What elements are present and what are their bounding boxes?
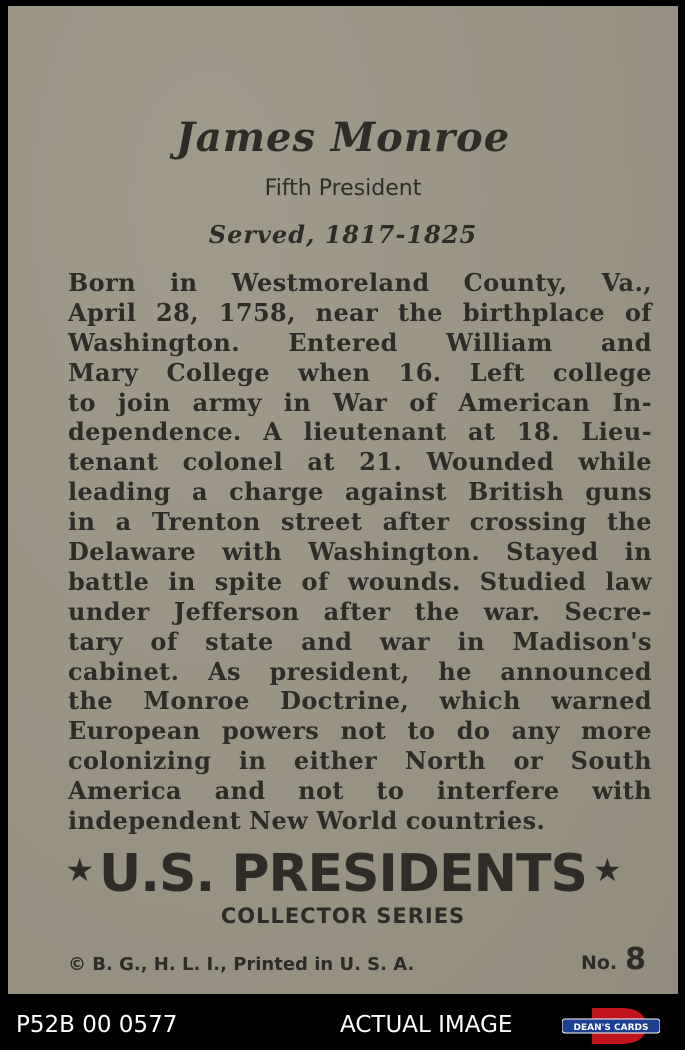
bio-word: and: [301, 626, 353, 656]
bio-word: Wounded: [426, 447, 555, 477]
bio-word: guns: [585, 477, 652, 507]
bio-word: charge: [229, 477, 324, 507]
bio-word: in: [168, 566, 196, 596]
bio-word: European: [68, 716, 201, 746]
bio-word: War: [333, 387, 388, 417]
bio-word: Trenton: [151, 507, 261, 537]
copyright-line: © B. G., H. L. I., Printed in U. S. A.: [68, 954, 415, 975]
card-number-value: 8: [625, 942, 646, 977]
president-name: James Monroe: [175, 114, 511, 161]
bio-word: a: [192, 477, 208, 507]
card-number-label: No.: [580, 952, 618, 974]
bio-word: Madison's: [512, 626, 652, 656]
bio-word: the: [606, 507, 652, 537]
bio-line: [68, 447, 652, 477]
bio-line: [68, 806, 652, 836]
bio-word: In-: [612, 387, 652, 417]
bio-word: the: [68, 686, 114, 716]
star-icon: ★: [592, 851, 621, 889]
bio-word: Studied: [479, 566, 587, 596]
bio-word: war: [379, 626, 430, 656]
bio-word: As: [207, 656, 241, 686]
bio-word: Delaware: [68, 537, 197, 567]
bio-word: which: [439, 686, 521, 716]
bio-word: do: [456, 716, 491, 746]
bio-word: a: [115, 507, 132, 537]
bio-line: [68, 328, 652, 358]
bio-word: when: [298, 357, 371, 387]
bio-line: [68, 686, 652, 716]
bio-word: Va.,: [601, 268, 652, 297]
bio-word: American: [458, 387, 591, 417]
bio-word: independent: [68, 806, 242, 836]
star-icon: ★: [65, 851, 94, 889]
bio-word: 18.: [516, 417, 560, 447]
bio-word: war.: [483, 596, 541, 626]
bio-line: [68, 627, 652, 657]
bio-word: William: [446, 327, 553, 357]
bio-word: and: [214, 776, 266, 806]
bio-word: colonizing: [68, 746, 212, 776]
bio-word: interfere: [436, 776, 560, 806]
bio-line: [68, 746, 652, 776]
bio-line: [68, 776, 652, 806]
bio-line: [68, 417, 652, 447]
bio-word: 21.: [359, 447, 403, 477]
bio-word: birthplace: [462, 297, 606, 327]
bio-word: tary: [68, 626, 123, 656]
bio-line: [68, 567, 652, 597]
bio-word: to: [407, 716, 436, 746]
bio-word: law: [605, 566, 652, 596]
bio-word: near: [315, 297, 379, 327]
bio-word: while: [578, 447, 652, 477]
bio-word: A: [263, 417, 283, 447]
bio-word: with: [222, 537, 283, 567]
bio-word: more: [581, 716, 652, 746]
bio-word: Left: [469, 357, 525, 387]
series-title-text: U.S. PRESIDENTS: [99, 844, 587, 904]
card-number: [581, 942, 646, 977]
bio-word: under: [68, 596, 150, 626]
logo-text: DEAN'S CARDS: [573, 1023, 649, 1033]
bio-word: Washington.: [68, 327, 241, 357]
baseball-card-back: [8, 6, 678, 994]
bio-word: battle: [68, 566, 150, 596]
bio-word: Washington.: [308, 537, 481, 567]
deans-cards-logo: [562, 1006, 660, 1046]
bio-line: [68, 388, 652, 418]
bio-line: [68, 597, 652, 627]
bio-line: [68, 358, 652, 388]
bio-word: street: [281, 507, 363, 537]
bio-word: or: [513, 746, 543, 776]
bio-word: of: [150, 626, 178, 656]
president-subtitle: Fifth President: [264, 176, 422, 201]
bio-word: join: [117, 387, 171, 417]
bio-word: to: [376, 776, 405, 806]
bio-word: Stayed: [506, 537, 599, 567]
bio-word: 1758,: [218, 297, 296, 327]
bio-word: in: [170, 268, 198, 297]
bio-word: Lieu-: [581, 417, 652, 447]
bio-word: College: [166, 357, 270, 387]
bio-word: in: [238, 746, 267, 776]
bio-word: powers: [221, 716, 320, 746]
bio-line: [68, 537, 652, 567]
bio-word: and: [600, 327, 652, 357]
footer-bar: [0, 1000, 685, 1050]
actual-image-label: ACTUAL IMAGE: [340, 1012, 513, 1038]
bio-word: the: [397, 297, 443, 327]
bio-word: World: [316, 806, 398, 836]
bio-word: after: [382, 507, 450, 537]
bio-word: not: [340, 716, 387, 746]
bio-line: [68, 716, 652, 746]
bio-word: dependence.: [68, 417, 242, 447]
bio-word: 16.: [398, 357, 442, 387]
bio-word: state: [205, 626, 274, 656]
bio-word: either: [293, 746, 378, 776]
bio-word: after: [323, 596, 391, 626]
bio-word: Entered: [288, 327, 398, 357]
bio-word: leading: [68, 477, 171, 507]
bio-word: North: [404, 746, 486, 776]
bio-word: South: [570, 746, 652, 776]
bio-word: British: [468, 477, 565, 507]
bio-word: New: [249, 806, 309, 836]
bio-word: Mary: [68, 357, 139, 387]
bio-word: crossing: [469, 507, 587, 537]
bio-word: the: [414, 596, 460, 626]
bio-word: 28,: [156, 297, 199, 327]
bio-line: [68, 657, 652, 687]
bio-line: [68, 477, 652, 507]
bio-word: Jefferson: [173, 596, 300, 626]
bio-word: April: [68, 297, 137, 327]
bio-line: [68, 298, 652, 328]
bio-word: warned: [551, 686, 652, 716]
bio-word: tenant: [68, 447, 159, 477]
bio-word: Secre-: [564, 596, 652, 626]
bio-word: countries.: [405, 806, 546, 836]
bio-word: Born: [68, 268, 136, 297]
bio-word: announced: [500, 656, 652, 686]
bio-word: army: [192, 387, 262, 417]
bio-word: wounds.: [347, 566, 461, 596]
bio-word: president,: [269, 656, 410, 686]
bio-word: cabinet.: [68, 656, 180, 686]
series-title: [8, 844, 678, 904]
bio-word: in: [457, 626, 485, 656]
served-years: Served, 1817-1825: [208, 220, 478, 249]
bio-line: [68, 507, 652, 537]
bio-word: Westmoreland: [231, 268, 430, 297]
bio-line: [68, 268, 652, 298]
bio-word: at: [467, 417, 496, 447]
bio-word: with: [592, 776, 652, 806]
bio-word: spite: [214, 566, 283, 596]
bio-word: in: [283, 387, 312, 417]
bio-word: he: [438, 656, 472, 686]
bio-word: to: [68, 387, 96, 417]
cert-number: P52B 00 0577: [16, 1012, 178, 1038]
bio-word: lieutenant: [303, 417, 447, 447]
collector-series-label: COLLECTOR SERIES: [220, 904, 466, 928]
bio-word: in: [68, 507, 96, 537]
bio-word: Monroe: [143, 686, 250, 716]
bio-word: not: [298, 776, 344, 806]
bio-word: colonel: [182, 447, 284, 477]
bio-word: against: [345, 477, 447, 507]
bio-word: of: [301, 566, 329, 596]
bio-word: America: [68, 776, 183, 806]
bio-word: Doctrine,: [280, 686, 410, 716]
bio-word: of: [624, 297, 652, 327]
bio-word: of: [409, 387, 437, 417]
bio-word: college: [552, 357, 652, 387]
bio-word: any: [511, 716, 560, 746]
bio-word: County,: [463, 268, 568, 297]
bio-word: at: [307, 447, 335, 477]
bio-word: in: [624, 537, 652, 567]
biography-text: [68, 268, 652, 836]
